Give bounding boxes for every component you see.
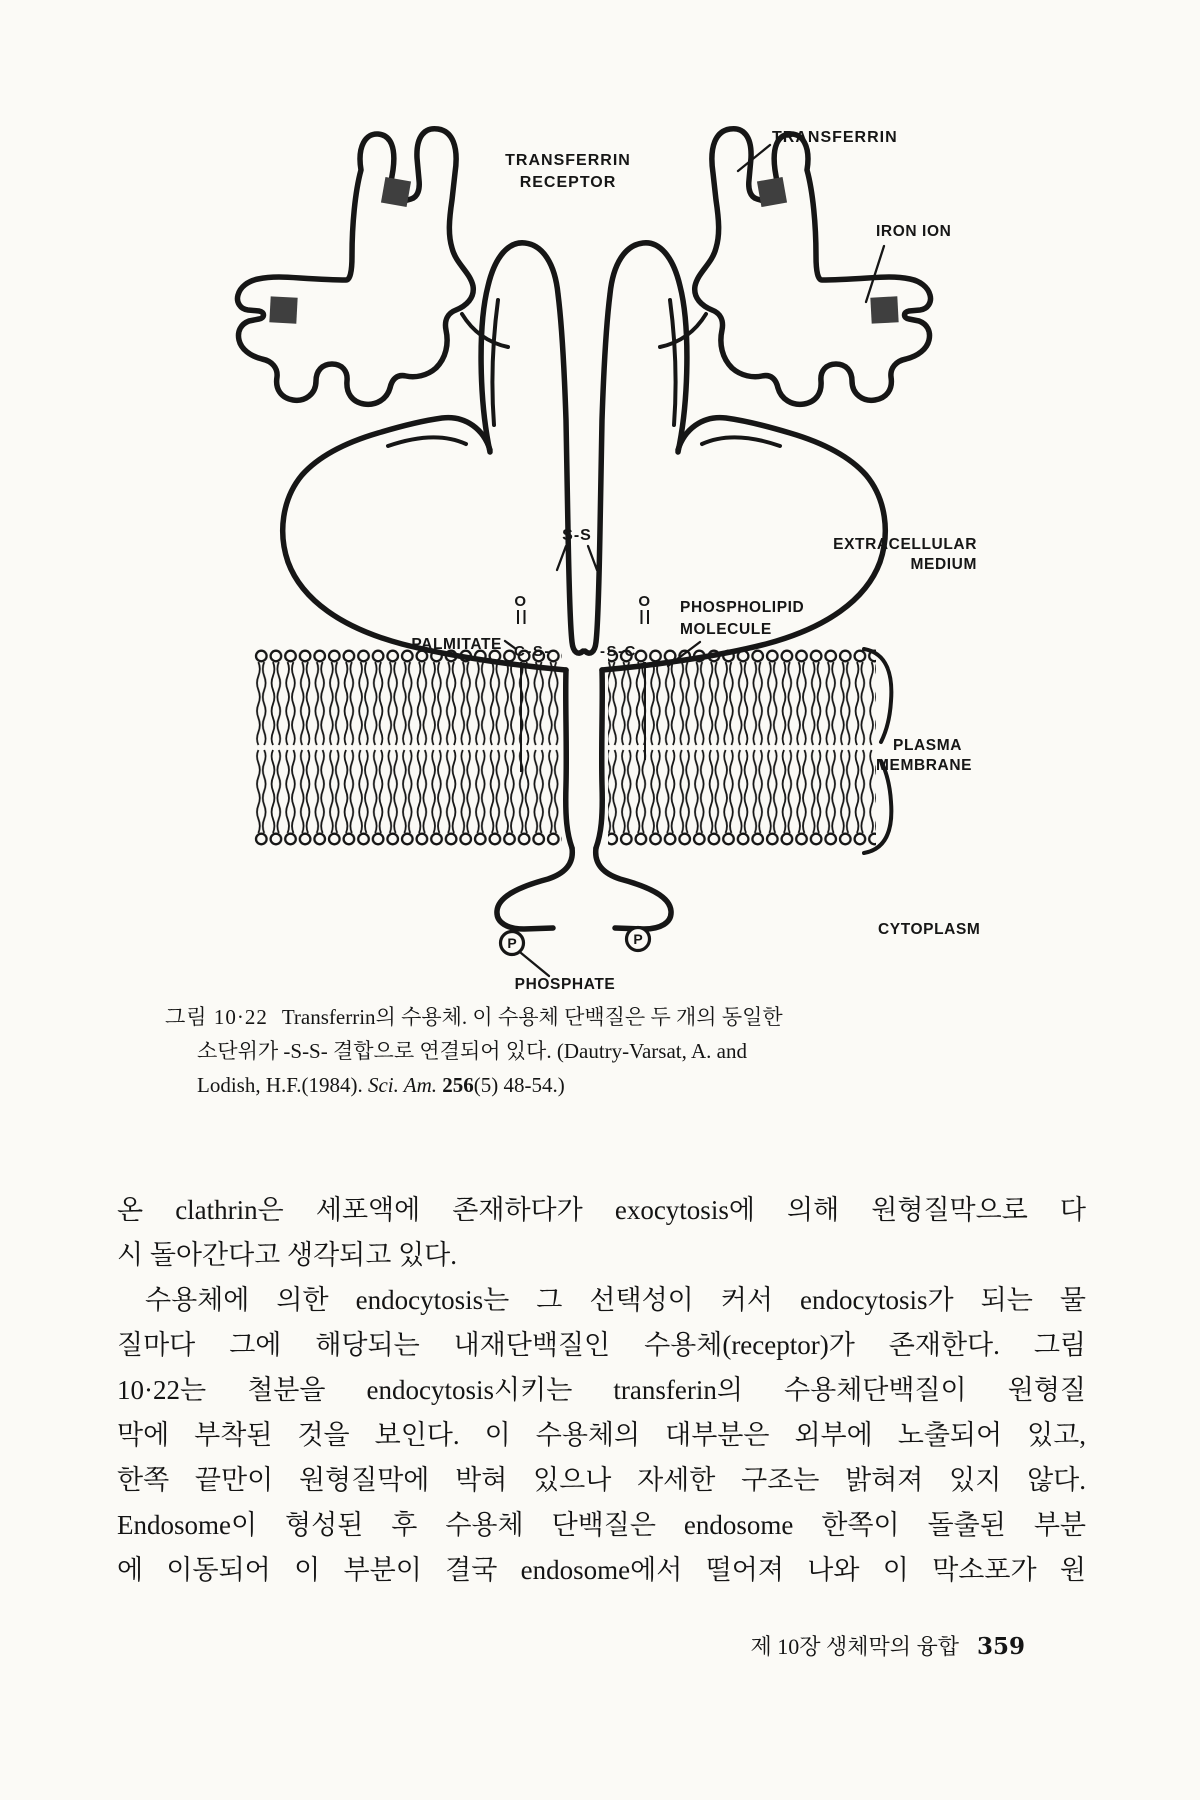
transferrin-molecule-left xyxy=(237,129,473,405)
phospholipid-label-line2: MOLECULE xyxy=(680,621,772,638)
page-number: 359 xyxy=(976,1633,1025,1660)
phospholipid-label-line1: PHOSPHOLIPID xyxy=(680,599,805,616)
chapter-title: 제 10장 생체막의 융합 xyxy=(750,1634,959,1659)
body-line: 10·22는 철분을 endocytosis시키는 transferin의 수용체단백질이 원형질 xyxy=(117,1375,1086,1405)
iron-ion-square-right-side xyxy=(870,296,898,323)
body-line: 온 clathrin은 세포액에 존재하다가 exocytosis에 의해 원형질막으로 다 xyxy=(117,1195,1086,1225)
disulfide-label: S-S xyxy=(562,527,592,544)
body-line: 질마다 그에 해당되는 내재단백질인 수용체(receptor)가 존재한다. 그림 xyxy=(117,1330,1086,1360)
body-line: Endosome이 형성된 후 수용체 단백질은 endosome 한쪽이 돌출된 부분 xyxy=(117,1510,1086,1540)
journal-name: Sci. Am. xyxy=(367,1073,443,1097)
caption-line-3: Lodish, H.F.(1984). Sci. Am. 256(5) 48-54.) xyxy=(197,1073,565,1097)
plasma-membrane-label-line2: MEMBRANE xyxy=(876,757,973,774)
body-line: 막에 부착된 것을 보인다. 이 수용체의 대부분은 외부에 노출되어 있고, xyxy=(117,1420,1086,1450)
iron-ion-square-left-side xyxy=(269,296,297,323)
extracellular-label-line2: MEDIUM xyxy=(910,556,977,573)
receptor-foot-left xyxy=(497,848,572,929)
caption-line-2: 소단위가 -S-S- 결합으로 연결되어 있다. (Dautry-Varsat, A. and xyxy=(197,1039,747,1063)
body-line: 시 돌아간다고 생각되고 있다. xyxy=(117,1240,457,1270)
iron-ion-square-right-top xyxy=(757,177,787,207)
journal-volume: 256 xyxy=(442,1073,474,1097)
receptor-stalk-right xyxy=(596,670,602,848)
cytoplasm-label: CYTOPLASM xyxy=(878,921,981,938)
figure-number: 그림 10·22 xyxy=(165,1005,268,1029)
body-line: 에 이동되어 이 부분이 결국 endosome에서 떨어져 나와 이 막소포가 원 xyxy=(117,1555,1086,1585)
receptor-label-line1: TRANSFERRIN xyxy=(505,152,631,169)
transferrin-label: TRANSFERRIN xyxy=(772,129,898,146)
plasma-membrane-label-line1: PLASMA xyxy=(893,737,963,754)
oxygen-label-left: O xyxy=(514,593,528,610)
figure-caption xyxy=(165,1000,965,1102)
iron-ion-square-left-top xyxy=(381,177,411,207)
thioester-right: -S-C xyxy=(600,643,637,660)
thioester-left: C-S- xyxy=(514,643,551,660)
palmitate-label: PALMITATE xyxy=(411,636,502,653)
phosphate-symbol-left: P xyxy=(507,935,517,951)
body-line: 수용체에 의한 endocytosis는 그 선택성이 커서 endocytosis가 되는 물 xyxy=(145,1285,1086,1315)
receptor-foot-right xyxy=(596,848,671,929)
body-text xyxy=(117,1188,1086,1593)
caption-line-1: 그림 10·22 Transferrin의 수용체. 이 수용체 단백질은 두 개의 동일한 xyxy=(165,1005,783,1029)
phosphate-symbol-right: P xyxy=(633,931,643,947)
receptor-label-line2: RECEPTOR xyxy=(519,174,617,191)
oxygen-label-right: O xyxy=(638,593,652,610)
body-line: 한쪽 끝만이 원형질막에 박혀 있으나 자세한 구조는 밝혀져 있지 않다. xyxy=(117,1465,1086,1495)
phosphate-pointer-line xyxy=(521,953,549,976)
iron-ion-label: IRON ION xyxy=(876,223,952,240)
membrane-bottom-right xyxy=(608,748,876,848)
phosphate-label: PHOSPHATE xyxy=(514,976,616,993)
receptor-stalk-left xyxy=(566,670,572,848)
extracellular-label-line1: EXTRACELLULAR xyxy=(833,536,977,553)
transferrin-molecule-right xyxy=(695,129,931,405)
page-footer xyxy=(750,1630,1025,1661)
membrane-bottom-left xyxy=(254,748,562,848)
